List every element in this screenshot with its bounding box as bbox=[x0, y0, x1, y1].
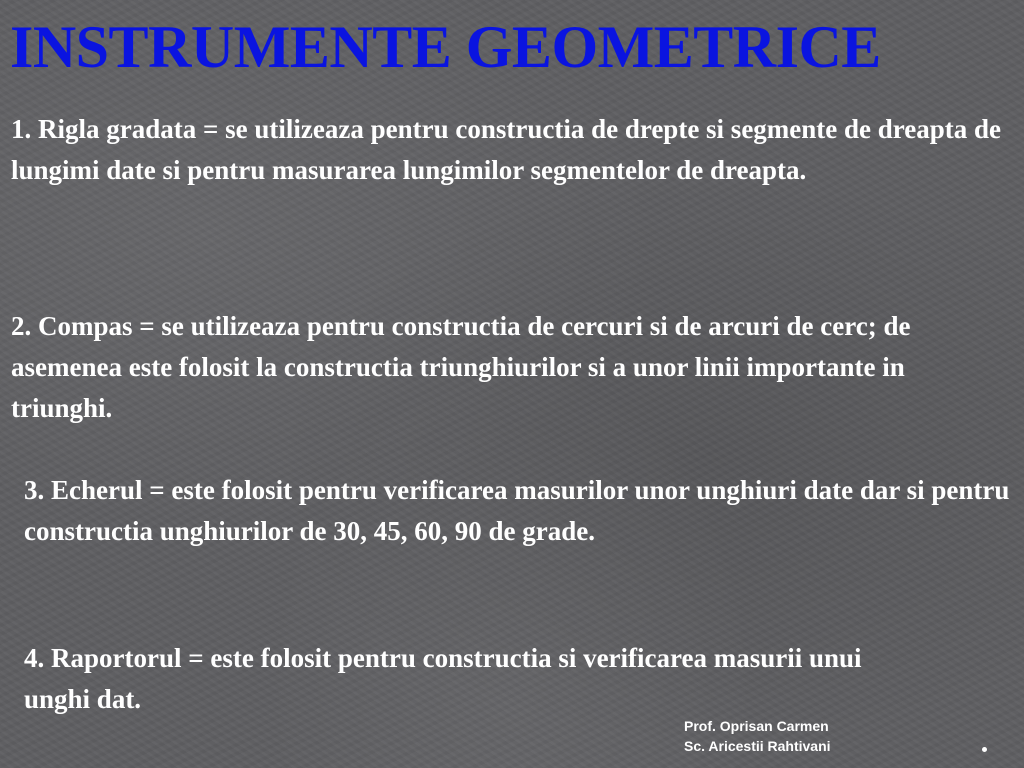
paragraph-echerul: 3. Echerul = este folosit pentru verificarea masurilor unor unghiuri date dar si pentru constructia unghiurilor de 30, 45, 60, 90 de grade. bbox=[24, 475, 1010, 546]
author-footer bbox=[684, 716, 831, 756]
school-name: Sc. Aricestii Rahtivani bbox=[684, 738, 831, 754]
paragraph-rigla-gradata: 1. Rigla gradata = se utilizeaza pentru constructia de drepte si segmente de dreapta de lungimi date si pentru masurarea lungimilor segmentelor de dreapta. bbox=[11, 114, 1002, 185]
author-name: Prof. Oprisan Carmen bbox=[684, 718, 829, 734]
slide-title: INSTRUMENTE GEOMETRICE bbox=[10, 14, 881, 80]
paragraph-compas: 2. Compas = se utilizeaza pentru constructia de cercuri si de arcuri de cerc; de asemenea este folosit la constructia triunghiurilor si a unor linii importante in triunghi. bbox=[11, 311, 911, 423]
decorative-dot bbox=[982, 747, 987, 752]
paragraph-raportorul: 4. Raportorul = este folosit pentru constructia si verificarea masurii unui unghi dat. bbox=[24, 643, 862, 714]
